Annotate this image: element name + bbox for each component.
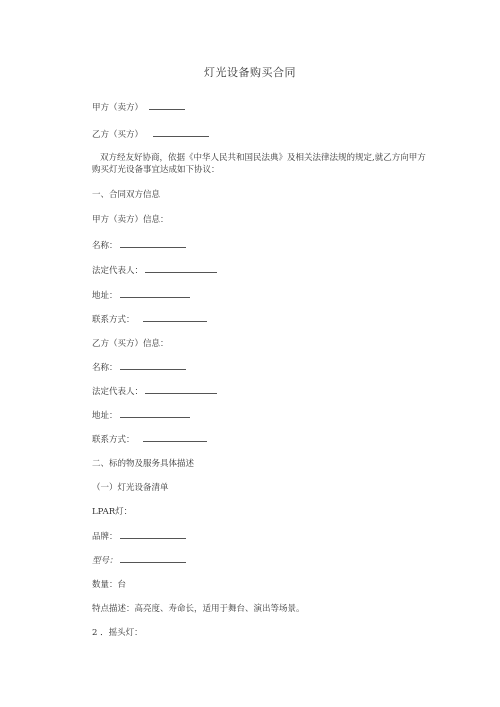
party-b-contact-label: 联系方式： (92, 435, 135, 445)
party-a-contact-blank (143, 313, 207, 322)
party-a-legal-rep-blank (145, 264, 217, 273)
party-b-address-blank (120, 409, 190, 418)
item1-brand-label: 品牌： (92, 532, 118, 542)
item1-features-line: 特点描述：高亮度、寿命长，适用于舞台、演出等场景。 (92, 604, 305, 614)
intro-text: 双方经友好协商，依据《中华人民共和国民法典》及相关法律法规的规定,就乙方向甲方购买灯光设备事宜达成如下协议： (92, 153, 426, 175)
party-b-label: 乙方（买方） (92, 130, 144, 140)
party-a-name-line (92, 239, 186, 251)
party-a-blank (149, 101, 185, 110)
party-b-name-label: 名称： (92, 363, 118, 373)
party-a-name-blank (120, 239, 186, 248)
section1-heading: 一、合同双方信息 (92, 190, 161, 200)
party-b-info-heading: 乙方（买方）信息： (92, 339, 169, 349)
party-a-label: 甲方（卖方） (92, 103, 144, 113)
party-a-legal-rep-line (92, 264, 217, 276)
sub1-heading: （一）灯光设备清单 (92, 483, 169, 493)
party-b-legal-rep-blank (145, 385, 217, 394)
party-a-contact-label: 联系方式： (92, 315, 135, 325)
intro-paragraph (92, 152, 432, 176)
item1-quantity-line: 数量：台 (92, 580, 127, 590)
item2-name: 2 ．摇头灯： (92, 628, 143, 638)
section2-heading: 二、标的物及服务具体描述 (92, 459, 195, 469)
party-b-contact-line (92, 433, 207, 445)
party-b-line (92, 128, 209, 140)
item1-model-label: 型号： (92, 556, 118, 566)
party-b-legal-rep-line (92, 385, 217, 397)
party-b-name-line (92, 361, 186, 373)
party-b-name-blank (120, 361, 186, 370)
party-a-address-label: 地址： (92, 291, 118, 301)
party-b-blank (153, 128, 209, 137)
party-a-legal-rep-label: 法定代表人： (92, 266, 144, 276)
party-a-name-label: 名称： (92, 241, 118, 251)
party-b-legal-rep-label: 法定代表人： (92, 387, 144, 397)
party-a-contact-line (92, 313, 207, 325)
party-a-line (92, 101, 185, 113)
party-b-address-line (92, 409, 190, 421)
item1-model-line (92, 554, 186, 566)
item1-model-blank (120, 554, 186, 563)
party-a-address-line (92, 289, 190, 301)
item1-brand-line (92, 530, 186, 542)
party-b-contact-blank (143, 433, 207, 442)
party-b-address-label: 地址： (92, 411, 118, 421)
item1-brand-blank (120, 530, 186, 539)
party-a-info-heading: 甲方（卖方）信息： (92, 215, 169, 225)
item1-name: LPAR灯： (92, 507, 133, 517)
party-a-address-blank (120, 289, 190, 298)
document-title: 灯光设备购买合同 (204, 66, 296, 79)
